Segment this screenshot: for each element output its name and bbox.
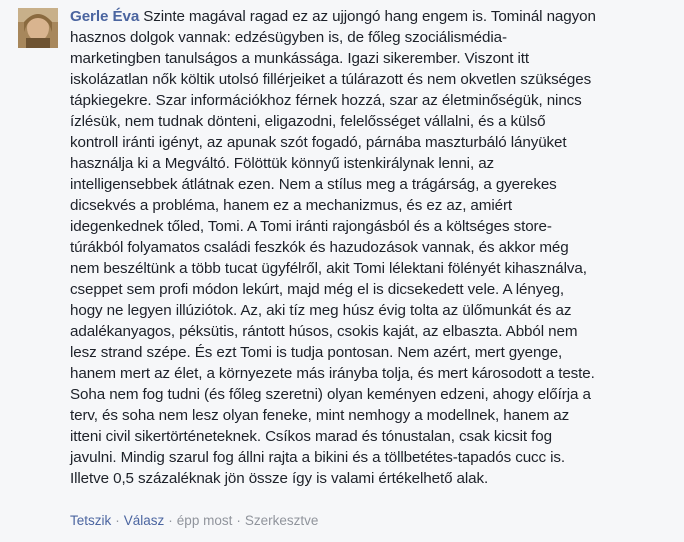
comment-text-line: intelligensebbek átlátnak ezen. Nem a stílus meg a trágárság, a gyerekes: [70, 176, 557, 193]
comment-text-line: nem beszéltünk a több tucat ügyfélről, akit Tomi lélektani fölényét kihasználva,: [70, 260, 587, 277]
comment-text-line: lesz strand szépe. És ezt Tomi is tudja pontosan. Nem azért, mert gyenge,: [70, 344, 563, 361]
comment-text-line: javulni. Mindig szarul fog állni rajta a bikini és a töllbetétes-tapadós cucc is.: [70, 449, 566, 466]
comment-actions: [70, 512, 318, 530]
avatar[interactable]: [18, 8, 58, 48]
edited-link[interactable]: Szerkesztve: [244, 513, 319, 528]
comment-text: [70, 8, 596, 487]
separator: ·: [115, 513, 120, 528]
comment-text-line: idegenkednek tőled, Tomi. A Tomi iránti rajongásból és a költséges store-: [70, 218, 552, 235]
comment-author-link[interactable]: Gerle Éva: [70, 8, 140, 25]
comment-text-line: hanem mert az élet, a környezete más irányba tolja, és mert károsodott a teste.: [70, 365, 595, 382]
timestamp-link[interactable]: épp most: [176, 513, 233, 528]
comment-text-line: adalékanyagos, péksütis, rántott húsos, csokis kaját, az elbaszta. Abból nem: [70, 323, 578, 340]
comment-text-line: tápkiegekre. Szar információkhoz férnek hozzá, szar az életminőségük, nincs: [70, 92, 582, 109]
comment-text-line: hogy ne legyen illúziótok. Az, aki tíz meg húsz évig tolta az ülőmunkát és az: [70, 302, 572, 319]
comment-text-line: iskolázatlan nők költik utolsó fillérjeiket a túlárazott és nem okvetlen szükséges: [70, 71, 592, 88]
separator: ·: [236, 513, 241, 528]
reply-link[interactable]: Válasz: [123, 513, 165, 528]
comment-text-line: ízlésük, nem tudnak dönteni, eligazodni, felelősséget vállalni, és a külső: [70, 113, 546, 130]
comment-text-line: hasznos dolgok vannak: edzésügyben is, de főleg szociálismédia-: [70, 29, 507, 46]
separator: ·: [168, 513, 173, 528]
comment-text-line: Soha nem fog tudni (és főleg szeretni) olyan keményen edzeni, ahogy előírja a: [70, 386, 591, 403]
comment-text-line: Szinte magával ragad ez az ujjongó hang engem is. Tominál nagyon: [143, 8, 596, 25]
comment-body: [70, 6, 674, 489]
avatar-image: [18, 8, 58, 48]
comment-text-line: cseppet sem profi módon lekúrt, majd még el is dicsekedett vele. A lényeg,: [70, 281, 565, 298]
comment-text-line: túrákból folyamatos családi feszkók és hazudozások vannak, és akkor még: [70, 239, 569, 256]
comment-text-line: terv, és soha nem lesz olyan feneke, mint nemhogy a modellnek, hanem az: [70, 407, 570, 424]
comment-text-line: kontroll iránti igényt, az apunak szót fogadó, párnába maszturbáló lányüket: [70, 134, 567, 151]
comment-text-line: Illetve 0,5 százaléknak jön össze így is valami értékelhető alak.: [70, 470, 489, 487]
comment-text-line: itteni civil sikertörténeteknek. Csíkos marad és tónustalan, csak kicsit fog: [70, 428, 552, 445]
comment-text-line: dicsekvés a probléma, hanem ez a mechanizmus, és ez az, amiért: [70, 197, 513, 214]
like-link[interactable]: Tetszik: [70, 513, 112, 528]
comment-text-line: marketingben tanulságos a munkássága. Igazi sikerember. Viszont itt: [70, 50, 530, 67]
comment-text-line: használja ki a Megváltó. Fölöttük könnyű istenkirálynak lenni, az: [70, 155, 495, 172]
